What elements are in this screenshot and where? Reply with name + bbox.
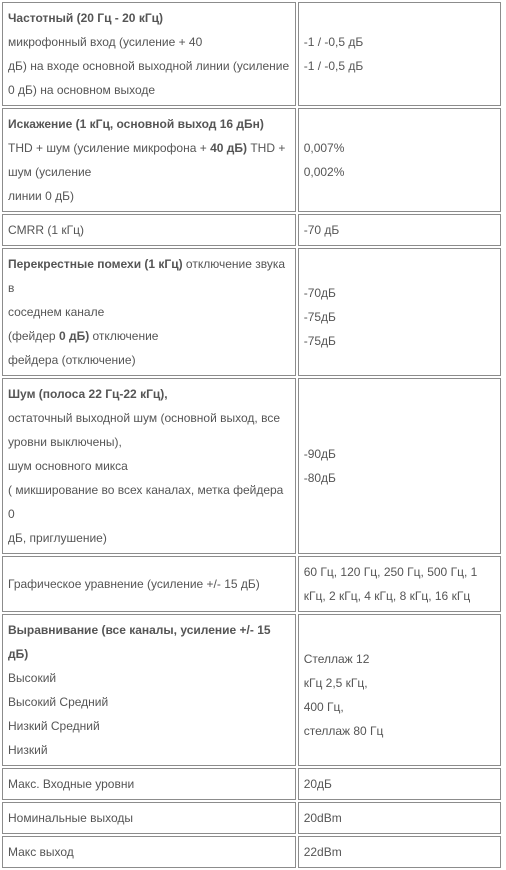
spec-label-cell: [2, 768, 296, 800]
label-bold: Искажение (1 кГц, основной выход 16 дБн): [8, 117, 264, 131]
spec-label-cell: [2, 214, 296, 246]
value-line: -90дБ: [303, 447, 336, 461]
value-line: -75дБ: [303, 310, 336, 324]
label-line: [8, 136, 292, 160]
label-line: Макс. Входные уровни: [8, 777, 135, 791]
value-line: -75дБ: [303, 334, 336, 348]
label-line: дБ) на входе основной выходной линии (усиление: [8, 59, 290, 73]
value-line: Стеллаж 12: [303, 652, 370, 666]
spec-label-cell: [2, 836, 296, 868]
spec-label-cell: [2, 108, 296, 212]
spec-label-cell: [2, 2, 296, 106]
label-text: отключение звука в: [8, 257, 286, 295]
label-line: [8, 6, 292, 30]
table-row: [2, 108, 501, 212]
table-row: [2, 214, 501, 246]
label-line: 0 дБ) на основном выходе: [8, 83, 156, 97]
table-row: [2, 248, 501, 376]
value-line: 0,002%: [303, 165, 345, 179]
label-bold: Выравнивание (все каналы, усиление +/- 15 дБ): [8, 623, 271, 661]
value-line: -70 дБ: [303, 223, 340, 237]
label-line: [8, 618, 292, 666]
label-line: линии 0 дБ): [8, 189, 74, 203]
label-line: Низкий: [8, 743, 48, 757]
label-line: ( микширование во всех каналах, метка фейдера 0: [8, 483, 284, 521]
spec-value-cell: [298, 802, 501, 834]
label-line: [8, 112, 292, 136]
label-text: отключение: [89, 329, 159, 343]
value-line: стеллаж 80 Гц: [303, 724, 384, 738]
table-row: [2, 836, 501, 868]
table-row: [2, 768, 501, 800]
value-line: -1 / -0,5 дБ: [303, 35, 364, 49]
label-line: Макс выход: [8, 845, 74, 859]
label-line: микрофонный вход (усиление + 40: [8, 35, 203, 49]
label-text: (фейдер: [8, 329, 59, 343]
value-line: 22dBm: [303, 845, 342, 859]
value-spacer: [304, 637, 497, 647]
value-line: 20dBm: [303, 811, 342, 825]
value-line: -80дБ: [303, 471, 336, 485]
value-line: 60 Гц, 120 Гц, 250 Гц, 500 Гц, 1: [303, 565, 478, 579]
label-line: [8, 382, 292, 406]
value-line: 0,007%: [303, 141, 345, 155]
value-line: кГц 2,5 кГц,: [303, 676, 368, 690]
label-bold: 40 дБ): [210, 141, 247, 155]
spec-value-cell: [298, 556, 501, 612]
spec-value-cell: [298, 614, 501, 766]
label-line: Номинальные выходы: [8, 811, 134, 825]
spec-value-cell: [298, 2, 501, 106]
label-line: соседнем канале: [8, 305, 105, 319]
label-line: уровни выключены),: [8, 435, 122, 449]
label-bold: Шум (полоса 22 Гц-22 кГц),: [8, 387, 168, 401]
label-line: фейдера (отключение): [8, 353, 136, 367]
value-spacer: [304, 271, 497, 281]
spec-value-cell: [298, 108, 501, 212]
label-line: Графическое уравнение (усиление +/- 15 дБ): [8, 577, 260, 591]
value-line: -1 / -0,5 дБ: [303, 59, 364, 73]
spec-value-cell: [298, 214, 501, 246]
table-row: [2, 614, 501, 766]
table-row: [2, 2, 501, 106]
label-bold: Частотный (20 Гц - 20 кГц): [8, 11, 163, 25]
spec-value-cell: [298, 248, 501, 376]
label-line: Высокий Средний: [8, 695, 109, 709]
label-line: CMRR (1 кГц): [8, 223, 84, 237]
spec-label-cell: [2, 614, 296, 766]
value-line: -70дБ: [303, 286, 336, 300]
label-line: шум (усиление: [8, 165, 92, 179]
spec-value-cell: [298, 768, 501, 800]
value-line: кГц, 2 кГц, 4 кГц, 8 кГц, 16 кГц: [303, 589, 471, 603]
table-row: [2, 802, 501, 834]
label-line: остаточный выходной шум (основной выход, все: [8, 411, 280, 425]
label-text: THD + шум (усиление микрофона +: [8, 141, 211, 155]
table-row: [2, 378, 501, 554]
spec-label-cell: [2, 248, 296, 376]
table-row: [2, 556, 501, 612]
label-line: дБ, приглушение): [8, 531, 107, 545]
label-bold: Перекрестные помехи (1 кГц): [8, 257, 183, 271]
value-line: 20дБ: [303, 777, 332, 791]
spec-label-cell: [2, 556, 296, 612]
label-text: THD +: [247, 141, 286, 155]
label-line: [8, 252, 292, 300]
spec-label-cell: [2, 802, 296, 834]
label-line: шум основного микса: [8, 459, 128, 473]
label-line: Низкий Средний: [8, 719, 100, 733]
label-line: [8, 324, 292, 348]
spec-value-cell: [298, 836, 501, 868]
label-line: Высокий: [8, 671, 57, 685]
value-line: 400 Гц,: [303, 700, 344, 714]
label-bold: 0 дБ): [58, 329, 90, 343]
spec-value-cell: [298, 378, 501, 554]
spec-label-cell: [2, 378, 296, 554]
